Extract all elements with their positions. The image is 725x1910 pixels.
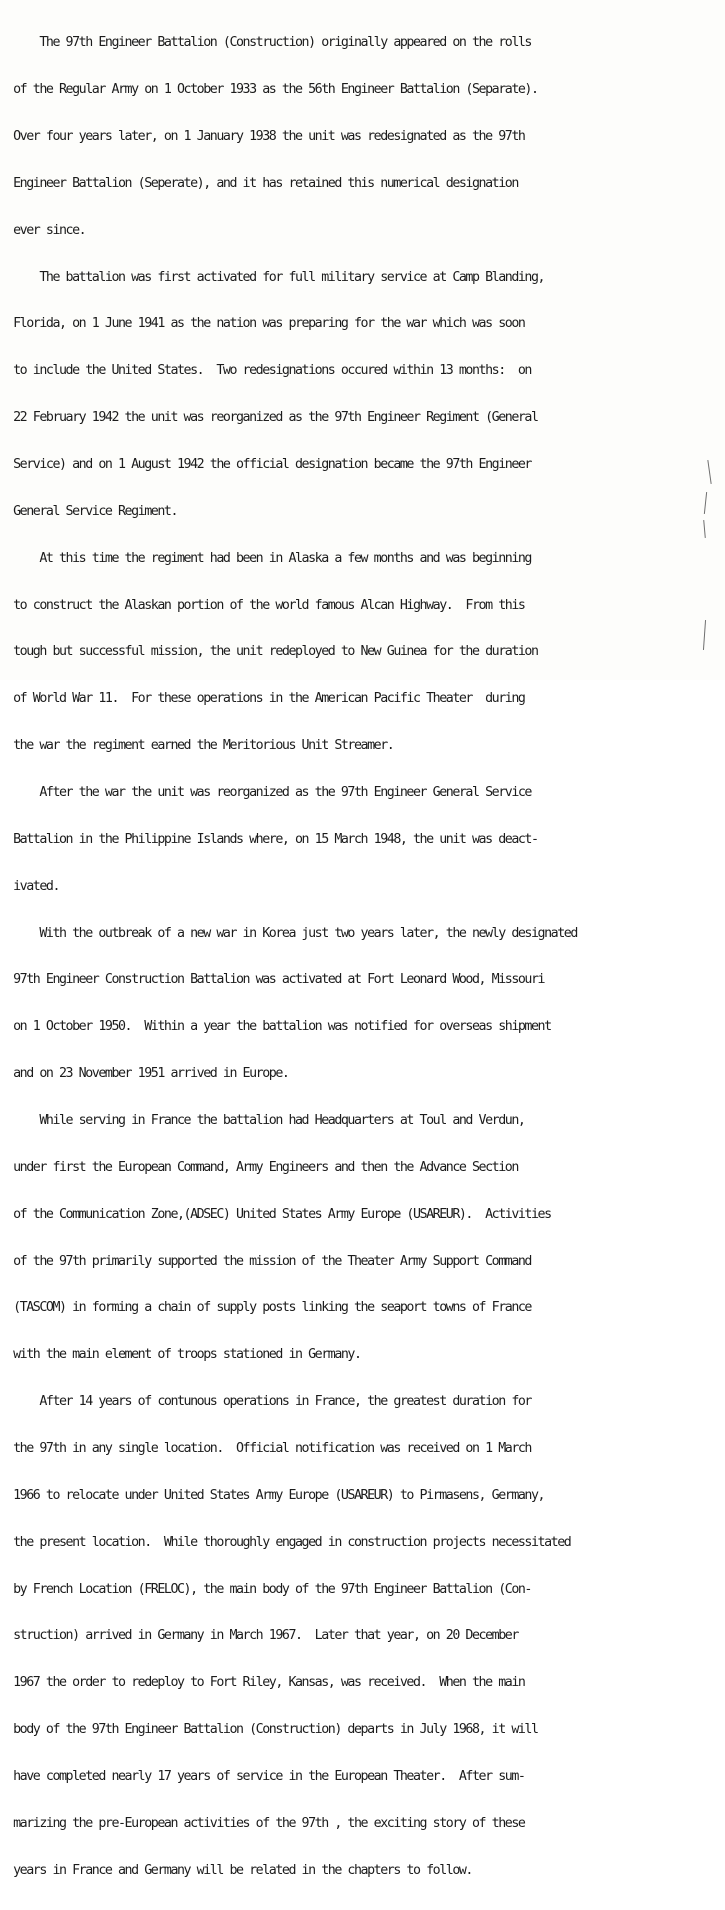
text-line: 97th Engineer Construction Battalion was activated at Fort Leonard Wood, Missouri [0, 972, 545, 988]
text-line: of World War 11. For these operations in the American Pacific Theater during [0, 691, 525, 707]
text-line: Battalion in the Philippine Islands where, on 15 March 1948, the unit was deact- [0, 831, 538, 847]
text-line: the 97th in any single location. Official notification was received on 1 March [0, 1441, 531, 1457]
text-line: Florida, on 1 June 1941 as the nation was preparing for the war which was soon [0, 316, 525, 332]
text-line: with the main element of troops stationed in Germany. [0, 1347, 361, 1363]
text-line: The battalion was first activated for full military service at Camp Blanding, [0, 269, 545, 285]
text-line: of the Communication Zone,(ADSEC) United States Army Europe (USAREUR). Activities [0, 1206, 551, 1222]
text-line: While serving in France the battalion had Headquarters at Toul and Verdun, [0, 1113, 525, 1129]
text-line: ever since. [0, 222, 86, 238]
text-line: and on 23 November 1951 arrived in Europe. [0, 1066, 289, 1082]
text-line: At this time the regiment had been in Alaska a few months and was beginning [0, 550, 531, 566]
text-line: to construct the Alaskan portion of the world famous Alcan Highway. From this [0, 597, 525, 613]
text-line: body of the 97th Engineer Battalion (Construction) departs in July 1968, it will [0, 1722, 538, 1738]
text-line: by French Location (FRELOC), the main body of the 97th Engineer Battalion (Con- [0, 1581, 531, 1597]
text-line: the war the regiment earned the Meritorious Unit Streamer. [0, 738, 394, 754]
text-line: tough but successful mission, the unit redeployed to New Guinea for the duration [0, 644, 538, 660]
text-line: of the 97th primarily supported the mission of the Theater Army Support Command [0, 1253, 531, 1269]
text-line: After the war the unit was reorganized as the 97th Engineer General Service [0, 785, 531, 800]
text-line: After 14 years of contunous operations in France, the greatest duration for [0, 1394, 531, 1410]
text-line: to include the United States. Two redesignations occured within 13 months: on [0, 363, 531, 379]
text-line: 1966 to relocate under United States Army Europe (USAREUR) to Pirmasens, Germany, [0, 1487, 545, 1503]
text-line: General Service Regiment. [0, 503, 177, 519]
text-line: (TASCOM) in forming a chain of supply posts linking the seaport towns of France [0, 1300, 531, 1316]
text-line: years in France and Germany will be related in the chapters to follow. [0, 1862, 472, 1878]
text-line: on 1 October 1950. Within a year the battalion was notified for overseas shipment [0, 1019, 551, 1035]
text-line: marizing the pre-European activities of the 97th , the exciting story of these [0, 1815, 525, 1831]
text-line: Engineer Battalion (Seperate), and it has retained this numerical designation [0, 175, 518, 191]
text-line: ivated. [0, 878, 59, 894]
text-line: The 97th Engineer Battalion (Construction) originally appeared on the rolls [0, 35, 531, 51]
text-line: With the outbreak of a new war in Korea just two years later, the newly designated [0, 925, 577, 941]
text-line: of the Regular Army on 1 October 1933 as the 56th Engineer Battalion (Separate). [0, 82, 538, 98]
text-line: 22 February 1942 the unit was reorganized as the 97th Engineer Regiment (General [0, 410, 538, 426]
text-line: struction) arrived in Germany in March 1967. Later that year, on 20 December [0, 1628, 518, 1644]
text-line: the present location. While thoroughly engaged in construction projects necessitated [0, 1534, 571, 1550]
text-line: Over four years later, on 1 January 1938 the unit was redesignated as the 97th [0, 128, 525, 144]
text-line: under first the European Command, Army Engineers and then the Advance Section [0, 1159, 518, 1175]
text-line: have completed nearly 17 years of service in the European Theater. After sum- [0, 1769, 525, 1785]
text-line: 1967 the order to redeploy to Fort Riley, Kansas, was received. When the main [0, 1675, 525, 1691]
text-line: Service) and on 1 August 1942 the official designation became the 97th Engineer [0, 456, 531, 472]
history-text [0, 4, 725, 1910]
